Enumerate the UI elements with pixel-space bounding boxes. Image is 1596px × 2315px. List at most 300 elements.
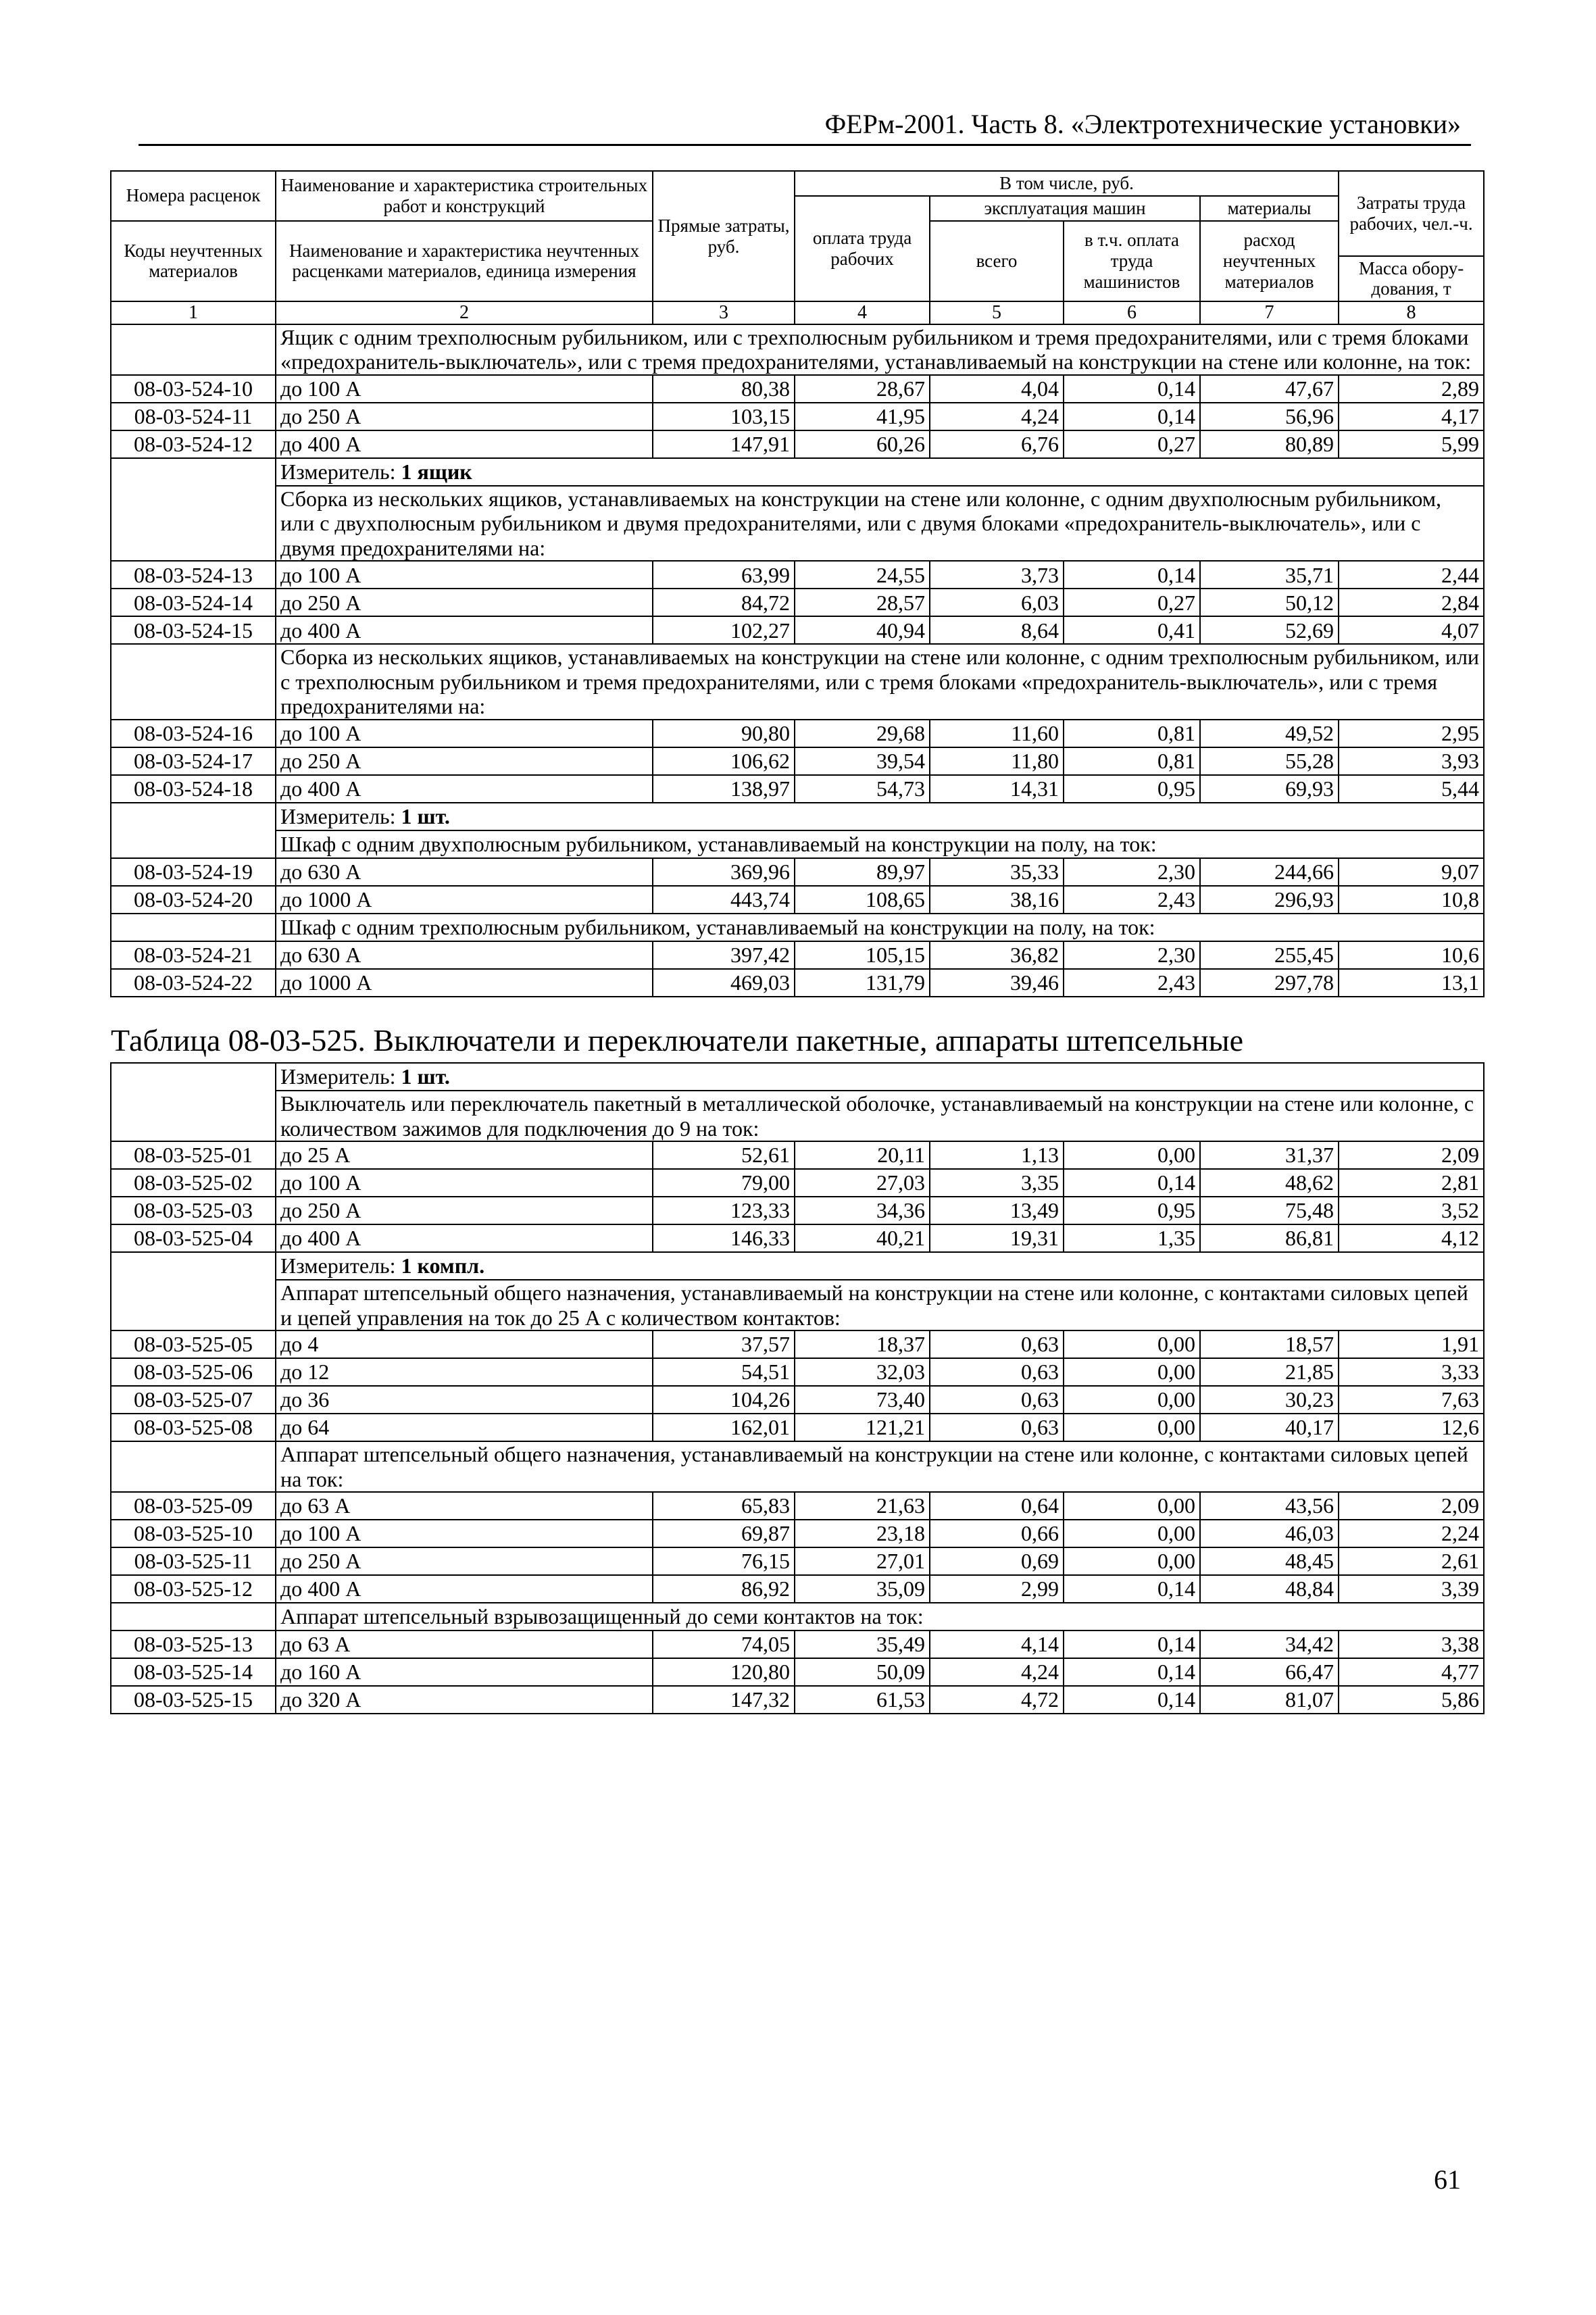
machines-total: 11,60 [930, 720, 1064, 747]
section-row [111, 1091, 1484, 1141]
machinist-pay: 0,00 [1064, 1492, 1200, 1520]
labor-hours: 3,33 [1339, 1358, 1484, 1386]
labor-pay: 20,11 [795, 1141, 930, 1169]
blank-cell [111, 1091, 276, 1141]
column-number: 7 [1200, 301, 1339, 324]
machines-total: 4,24 [930, 403, 1064, 430]
rate-code: 08-03-525-04 [111, 1224, 276, 1252]
labor-hours: 12,6 [1339, 1414, 1484, 1441]
machines-total: 4,04 [930, 375, 1064, 403]
direct-cost: 90,80 [653, 720, 795, 747]
work-name: до 630 А [276, 858, 653, 886]
machines-total: 14,31 [930, 775, 1064, 803]
direct-cost: 138,97 [653, 775, 795, 803]
machinist-pay: 0,14 [1064, 561, 1200, 589]
labor-pay: 89,97 [795, 858, 930, 886]
table-row [111, 1686, 1484, 1714]
direct-cost: 369,96 [653, 858, 795, 886]
machines-total: 4,14 [930, 1631, 1064, 1658]
work-name: до 400 А [276, 1224, 653, 1252]
labor-hours: 2,84 [1339, 589, 1484, 616]
machinist-pay: 1,35 [1064, 1224, 1200, 1252]
materials-cost: 296,93 [1200, 886, 1339, 914]
work-name: до 25 А [276, 1141, 653, 1169]
work-name: до 400 А [276, 1575, 653, 1603]
labor-pay: 108,65 [795, 886, 930, 914]
materials-cost: 21,85 [1200, 1358, 1339, 1386]
machinist-pay: 0,00 [1064, 1414, 1200, 1441]
running-header: ФЕРм-2001. Часть 8. «Электротехнические установки» [824, 109, 1461, 139]
blank-cell [111, 830, 276, 858]
rate-code: 08-03-525-05 [111, 1330, 276, 1358]
materials-cost: 80,89 [1200, 430, 1339, 458]
measure-unit [276, 1252, 1484, 1280]
blank-cell [111, 486, 276, 561]
labor-pay: 73,40 [795, 1386, 930, 1414]
table-row [111, 561, 1484, 589]
table-row [111, 720, 1484, 747]
section-row [111, 1603, 1484, 1631]
machinist-pay: 2,30 [1064, 858, 1200, 886]
materials-cost: 56,96 [1200, 403, 1339, 430]
measure-value: 1 ящик [401, 459, 472, 484]
table-row [111, 616, 1484, 644]
blank-cell [111, 1063, 276, 1091]
header-rule [139, 144, 1471, 146]
machines-total: 38,16 [930, 886, 1064, 914]
col2-bottom-header: Наименование и характеристика неучтенных расценками материалов, единица измерения [276, 221, 653, 302]
table-row [111, 1414, 1484, 1441]
machines-total: 1,13 [930, 1141, 1064, 1169]
table-row [111, 1197, 1484, 1224]
work-name: до 1000 А [276, 969, 653, 997]
materials-cost: 30,23 [1200, 1386, 1339, 1414]
blank-cell [111, 1252, 276, 1280]
column-number: 6 [1064, 301, 1200, 324]
rate-code: 08-03-524-10 [111, 375, 276, 403]
labor-hours: 9,07 [1339, 858, 1484, 886]
col8-top-header: Затраты труда рабочих, чел.-ч. [1339, 171, 1484, 256]
col3-header: Прямые затраты, руб. [653, 171, 795, 301]
column-number: 8 [1339, 301, 1484, 324]
machines-total: 6,76 [930, 430, 1064, 458]
machines-total: 3,73 [930, 561, 1064, 589]
work-name: до 250 А [276, 1197, 653, 1224]
machinist-pay: 0,81 [1064, 720, 1200, 747]
labor-hours: 4,77 [1339, 1658, 1484, 1686]
machinist-pay: 0,00 [1064, 1386, 1200, 1414]
direct-cost: 146,33 [653, 1224, 795, 1252]
work-name: до 36 [276, 1386, 653, 1414]
section-row [111, 644, 1484, 719]
work-name: до 100 А [276, 375, 653, 403]
labor-pay: 131,79 [795, 969, 930, 997]
materials-cost: 66,47 [1200, 1658, 1339, 1686]
col1-top-header: Номера расценок [111, 171, 276, 221]
machines-total: 0,63 [930, 1386, 1064, 1414]
work-name: до 4 [276, 1330, 653, 1358]
labor-pay: 29,68 [795, 720, 930, 747]
materials-cost: 69,93 [1200, 775, 1339, 803]
machinist-pay: 0,14 [1064, 1169, 1200, 1197]
labor-pay: 28,67 [795, 375, 930, 403]
labor-pay: 23,18 [795, 1520, 930, 1547]
machines-total: 2,99 [930, 1575, 1064, 1603]
table-row [111, 941, 1484, 969]
labor-hours: 4,07 [1339, 616, 1484, 644]
machinist-pay: 0,81 [1064, 747, 1200, 775]
machinist-pay: 0,27 [1064, 430, 1200, 458]
rate-code: 08-03-525-01 [111, 1141, 276, 1169]
section-title: Ящик с одним трехполюсным рубильником, или с трехполюсным рубильником и тремя предохранителями, или с тремя блоками «предохранитель-выключатель», или с тремя предохранителями, устанавливаемый на конструкции на стене или колонне, на ток: [276, 324, 1484, 375]
work-name: до 400 А [276, 616, 653, 644]
labor-pay: 27,01 [795, 1547, 930, 1575]
rate-code: 08-03-524-17 [111, 747, 276, 775]
table-row [111, 430, 1484, 458]
col8-bottom-header: Масса обору-дования, т [1339, 256, 1484, 302]
machinist-pay: 2,43 [1064, 969, 1200, 997]
work-name: до 400 А [276, 430, 653, 458]
table-row [111, 1330, 1484, 1358]
machines-total: 0,63 [930, 1358, 1064, 1386]
rate-code: 08-03-525-12 [111, 1575, 276, 1603]
section-row [111, 324, 1484, 375]
materials-cost: 48,62 [1200, 1169, 1339, 1197]
labor-pay: 54,73 [795, 775, 930, 803]
blank-cell [111, 458, 276, 486]
measure-label: Измеритель: [280, 1253, 401, 1278]
labor-hours: 13,1 [1339, 969, 1484, 997]
measure-value: 1 шт. [401, 803, 450, 828]
section-row [111, 1441, 1484, 1492]
work-name: до 100 А [276, 1520, 653, 1547]
labor-hours: 3,52 [1339, 1197, 1484, 1224]
machines-total: 0,66 [930, 1520, 1064, 1547]
labor-pay: 35,49 [795, 1631, 930, 1658]
column-number: 3 [653, 301, 795, 324]
materials-cost: 43,56 [1200, 1492, 1339, 1520]
table-row [111, 747, 1484, 775]
materials-cost: 40,17 [1200, 1414, 1339, 1441]
col2-top-header: Наименование и характеристика строительных работ и конструкций [276, 171, 653, 221]
labor-pay: 27,03 [795, 1169, 930, 1197]
machines-total: 0,63 [930, 1330, 1064, 1358]
rate-code: 08-03-525-07 [111, 1386, 276, 1414]
labor-pay: 40,94 [795, 616, 930, 644]
materials-group-header: материалы [1200, 196, 1339, 221]
materials-cost: 47,67 [1200, 375, 1339, 403]
direct-cost: 106,62 [653, 747, 795, 775]
table-title-row [111, 997, 1484, 1063]
rate-code: 08-03-525-03 [111, 1197, 276, 1224]
blank-cell [111, 914, 276, 941]
column-number: 1 [111, 301, 276, 324]
labor-hours: 5,86 [1339, 1686, 1484, 1714]
rate-code: 08-03-524-21 [111, 941, 276, 969]
rate-code: 08-03-525-15 [111, 1686, 276, 1714]
materials-cost: 297,78 [1200, 969, 1339, 997]
machines-total: 13,49 [930, 1197, 1064, 1224]
table-row [111, 775, 1484, 803]
machines-total: 6,03 [930, 589, 1064, 616]
labor-pay: 60,26 [795, 430, 930, 458]
labor-hours: 4,12 [1339, 1224, 1484, 1252]
work-name: до 12 [276, 1358, 653, 1386]
column-number: 4 [795, 301, 930, 324]
materials-cost: 49,52 [1200, 720, 1339, 747]
table-row [111, 1575, 1484, 1603]
materials-cost: 18,57 [1200, 1330, 1339, 1358]
rate-code: 08-03-524-20 [111, 886, 276, 914]
table-row [111, 1169, 1484, 1197]
rate-code: 08-03-525-13 [111, 1631, 276, 1658]
work-name: до 250 А [276, 589, 653, 616]
page-number: 61 [1434, 2164, 1461, 2195]
machinist-pay: 0,41 [1064, 616, 1200, 644]
machinist-pay: 0,00 [1064, 1547, 1200, 1575]
rate-code: 08-03-525-14 [111, 1658, 276, 1686]
col4-header: оплата труда рабочих [795, 196, 930, 301]
labor-pay: 61,53 [795, 1686, 930, 1714]
blank-cell [111, 1603, 276, 1631]
incl-group-header: В том числе, руб. [795, 171, 1339, 196]
machinist-pay: 0,14 [1064, 1631, 1200, 1658]
work-name: до 64 [276, 1414, 653, 1441]
machinist-pay: 0,00 [1064, 1520, 1200, 1547]
measure-value: 1 шт. [401, 1064, 450, 1089]
machines-group-header: эксплуатация машин [930, 196, 1200, 221]
rate-code: 08-03-524-12 [111, 430, 276, 458]
rate-code: 08-03-525-06 [111, 1358, 276, 1386]
materials-cost: 255,45 [1200, 941, 1339, 969]
machinist-pay: 0,14 [1064, 1658, 1200, 1686]
table-row [111, 1492, 1484, 1520]
rate-code: 08-03-525-11 [111, 1547, 276, 1575]
machines-total: 0,63 [930, 1414, 1064, 1441]
direct-cost: 443,74 [653, 886, 795, 914]
materials-cost: 35,71 [1200, 561, 1339, 589]
machines-total: 4,72 [930, 1686, 1064, 1714]
machinist-pay: 0,14 [1064, 375, 1200, 403]
direct-cost: 76,15 [653, 1547, 795, 1575]
col6-header: в т.ч. оплата труда машинистов [1064, 221, 1200, 302]
materials-cost: 244,66 [1200, 858, 1339, 886]
measure-label: Измеритель: [280, 1064, 401, 1089]
direct-cost: 63,99 [653, 561, 795, 589]
measure-unit [276, 803, 1484, 830]
materials-cost: 52,69 [1200, 616, 1339, 644]
direct-cost: 37,57 [653, 1330, 795, 1358]
work-name: до 400 А [276, 775, 653, 803]
measure-row [111, 803, 1484, 830]
rate-code: 08-03-525-10 [111, 1520, 276, 1547]
measure-row [111, 458, 1484, 486]
materials-cost: 46,03 [1200, 1520, 1339, 1547]
table-row [111, 1547, 1484, 1575]
rates-table [110, 170, 1485, 1714]
table-header [111, 171, 1484, 324]
section-title: Шкаф с одним двухполюсным рубильником, устанавливаемый на конструкции на полу, на ток: [276, 830, 1484, 858]
rate-code: 08-03-525-09 [111, 1492, 276, 1520]
labor-hours: 4,17 [1339, 403, 1484, 430]
column-number: 2 [276, 301, 653, 324]
labor-pay: 40,21 [795, 1224, 930, 1252]
machines-total: 0,69 [930, 1547, 1064, 1575]
materials-cost: 81,07 [1200, 1686, 1339, 1714]
table-row [111, 589, 1484, 616]
rate-code: 08-03-525-08 [111, 1414, 276, 1441]
work-name: до 100 А [276, 720, 653, 747]
machinist-pay: 2,43 [1064, 886, 1200, 914]
direct-cost: 104,26 [653, 1386, 795, 1414]
labor-hours: 3,39 [1339, 1575, 1484, 1603]
direct-cost: 162,01 [653, 1414, 795, 1441]
labor-hours: 3,38 [1339, 1631, 1484, 1658]
blank-cell [111, 1441, 276, 1492]
machinist-pay: 0,00 [1064, 1358, 1200, 1386]
machinist-pay: 0,95 [1064, 775, 1200, 803]
direct-cost: 69,87 [653, 1520, 795, 1547]
rate-code: 08-03-524-14 [111, 589, 276, 616]
rate-code: 08-03-524-15 [111, 616, 276, 644]
labor-hours: 2,81 [1339, 1169, 1484, 1197]
direct-cost: 397,42 [653, 941, 795, 969]
table-row [111, 1386, 1484, 1414]
direct-cost: 79,00 [653, 1169, 795, 1197]
direct-cost: 120,80 [653, 1658, 795, 1686]
measure-label: Измеритель: [280, 803, 401, 828]
work-name: до 250 А [276, 747, 653, 775]
materials-cost: 34,42 [1200, 1631, 1339, 1658]
labor-hours: 7,63 [1339, 1386, 1484, 1414]
measure-value: 1 компл. [401, 1253, 485, 1278]
direct-cost: 469,03 [653, 969, 795, 997]
col1-bottom-header: Коды неучтенных материалов [111, 221, 276, 302]
rate-code: 08-03-524-22 [111, 969, 276, 997]
machinist-pay: 0,14 [1064, 1575, 1200, 1603]
machinist-pay: 0,27 [1064, 589, 1200, 616]
machines-total: 36,82 [930, 941, 1064, 969]
machines-total: 35,33 [930, 858, 1064, 886]
labor-hours: 2,95 [1339, 720, 1484, 747]
machinist-pay: 2,30 [1064, 941, 1200, 969]
measure-row [111, 1063, 1484, 1091]
rate-code: 08-03-525-02 [111, 1169, 276, 1197]
labor-pay: 50,09 [795, 1658, 930, 1686]
labor-hours: 5,44 [1339, 775, 1484, 803]
direct-cost: 102,27 [653, 616, 795, 644]
direct-cost: 103,15 [653, 403, 795, 430]
machines-total: 3,35 [930, 1169, 1064, 1197]
section-row [111, 486, 1484, 561]
work-name: до 320 А [276, 1686, 653, 1714]
labor-pay: 41,95 [795, 403, 930, 430]
rate-code: 08-03-524-18 [111, 775, 276, 803]
direct-cost: 123,33 [653, 1197, 795, 1224]
table-row [111, 403, 1484, 430]
labor-hours: 2,24 [1339, 1520, 1484, 1547]
machinist-pay: 0,00 [1064, 1141, 1200, 1169]
section-title: Аппарат штепсельный взрывозащищенный до семи контактов на ток: [276, 1603, 1484, 1631]
machines-total: 4,24 [930, 1658, 1064, 1686]
labor-hours: 2,89 [1339, 375, 1484, 403]
table-row [111, 1141, 1484, 1169]
blank-cell [111, 644, 276, 719]
rate-code: 08-03-524-13 [111, 561, 276, 589]
work-name: до 63 А [276, 1631, 653, 1658]
work-name: до 1000 А [276, 886, 653, 914]
machines-total: 11,80 [930, 747, 1064, 775]
labor-pay: 18,37 [795, 1330, 930, 1358]
direct-cost: 147,91 [653, 430, 795, 458]
section-title: Сборка из нескольких ящиков, устанавливаемых на конструкции на стене или колонне, с одним трехполюсным рубильником, или с трехполюсным рубильником и тремя предохранителями, или с тремя блоками «предохранитель-выключатель», или с тремя предохранителями на: [276, 644, 1484, 719]
direct-cost: 54,51 [653, 1358, 795, 1386]
section-title: Аппарат штепсельный общего назначения, устанавливаемый на конструкции на стене или колонне, с контактами силовых цепей на ток: [276, 1441, 1484, 1492]
labor-hours: 1,91 [1339, 1330, 1484, 1358]
materials-cost: 48,84 [1200, 1575, 1339, 1603]
blank-cell [111, 1280, 276, 1330]
labor-pay: 35,09 [795, 1575, 930, 1603]
materials-cost: 50,12 [1200, 589, 1339, 616]
labor-pay: 121,21 [795, 1414, 930, 1441]
labor-hours: 3,93 [1339, 747, 1484, 775]
labor-pay: 39,54 [795, 747, 930, 775]
measure-label: Измеритель: [280, 459, 401, 484]
table-row [111, 375, 1484, 403]
materials-cost: 48,45 [1200, 1547, 1339, 1575]
table-row [111, 886, 1484, 914]
work-name: до 63 А [276, 1492, 653, 1520]
section-row [111, 1280, 1484, 1330]
table-525-title: Таблица 08-03-525. Выключатели и переключатели пакетные, аппараты штепсельные [111, 997, 1484, 1063]
blank-cell [111, 324, 276, 375]
measure-unit [276, 458, 1484, 486]
rate-code: 08-03-524-16 [111, 720, 276, 747]
section-title: Шкаф с одним трехполюсным рубильником, устанавливаемый на конструкции на полу, на ток: [276, 914, 1484, 941]
machines-total: 19,31 [930, 1224, 1064, 1252]
column-number-row [111, 301, 1484, 324]
labor-pay: 24,55 [795, 561, 930, 589]
labor-hours: 10,8 [1339, 886, 1484, 914]
work-name: до 100 А [276, 561, 653, 589]
table-row [111, 858, 1484, 886]
materials-cost: 31,37 [1200, 1141, 1339, 1169]
labor-hours: 2,61 [1339, 1547, 1484, 1575]
col7-header: расход неучтенных материалов [1200, 221, 1339, 302]
machinist-pay: 0,14 [1064, 403, 1200, 430]
machinist-pay: 0,00 [1064, 1330, 1200, 1358]
labor-hours: 2,09 [1339, 1492, 1484, 1520]
materials-cost: 55,28 [1200, 747, 1339, 775]
direct-cost: 84,72 [653, 589, 795, 616]
labor-pay: 28,57 [795, 589, 930, 616]
rate-code: 08-03-524-11 [111, 403, 276, 430]
direct-cost: 74,05 [653, 1631, 795, 1658]
work-name: до 250 А [276, 403, 653, 430]
col5-header: всего [930, 221, 1064, 302]
direct-cost: 147,32 [653, 1686, 795, 1714]
table-row [111, 1358, 1484, 1386]
section-title: Выключатель или переключатель пакетный в металлической оболочке, устанавливаемый на конструкции на стене или колонне, с количеством зажимов для подключения до 9 на ток: [276, 1091, 1484, 1141]
table-row [111, 1224, 1484, 1252]
labor-pay: 105,15 [795, 941, 930, 969]
section-title: Сборка из нескольких ящиков, устанавливаемых на конструкции на стене или колонне, с одним двухполюсным рубильником, или с двухполюсным рубильником и двумя предохранителями, или с двумя блоками «предохранитель-выключатель», или с двумя предохранителями на: [276, 486, 1484, 561]
section-row [111, 914, 1484, 941]
measure-row [111, 1252, 1484, 1280]
machinist-pay: 0,95 [1064, 1197, 1200, 1224]
blank-cell [111, 803, 276, 830]
materials-cost: 86,81 [1200, 1224, 1339, 1252]
